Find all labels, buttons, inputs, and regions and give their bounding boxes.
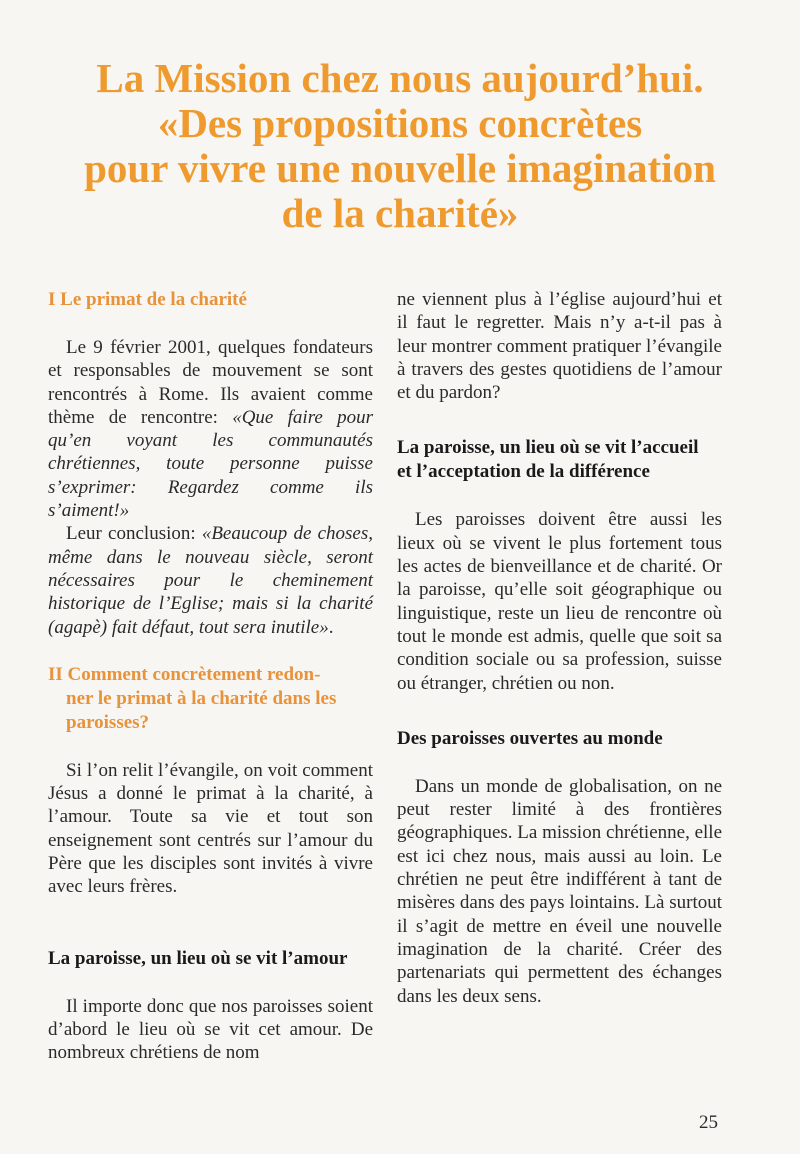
left-column [48,288,373,1065]
paragraph: Dans un monde de globalisation, on ne peut rester limité à des frontières géographiques. La mission chrétienne, elle est ici chez nous, mais aussi au loin. Le chrétien ne peut être indifférent à tant de misères dans des pays lointains. Là surtout il s’agit de mettre en éveil une nouvelle imagination de la charité. Créer des partenariats qui permettent des échanges dans les deux sens. [397,775,723,1007]
right-column [397,288,722,1008]
title-line: «Des propositions concrètes [157,100,643,146]
page-title [40,56,760,236]
paragraph: Les paroisses doivent être aussi les lieux où se vivent le plus fortement tous les actes de bienveillance et de charité. Or la paroisse, qu’elle soit géographique ou linguistique, reste un lieu de rencontre où tout le monde est admis, quelle que soit sa condition sociale ou sa profession, suisse ou étranger, chrétien ou non. [397,509,722,694]
title-line: de la charité» [281,190,519,236]
section-heading-comment: II Comment concrètement redon- ner le primat à la charité dans les paroisses? [48,663,337,733]
section-heading-primat: I Le primat de la charité [48,289,247,310]
section-heading-accueil: La paroisse, un lieu où se vit l’accueil et l’acceptation de la différence [397,437,699,483]
title-line: La Mission chez nous aujourd’hui. [96,55,704,101]
section-heading-amour: La paroisse, un lieu où se vit l’amour [48,947,348,969]
paragraph: Leur conclusion: «Beaucoup de choses, même dans le nouveau siècle, seront nécessaires pour le cheminement historique de l’Eglise; mais si la charité (agapè) fait défaut, tout sera inutile». [48,523,373,638]
paragraph: ne viennent plus à l’église aujourd’hui et il faut le regretter. Mais n’y a-t-il pas à leur montrer comment pratiquer l’évangile à travers des gestes quotidiens de l’amour et du pardon? [397,289,722,404]
paragraph: Le 9 février 2001, quelques fondateurs et responsables de mouvement se sont rencontrés à Rome. Ils avaient comme thème de rencontre: «Que faire pour qu’en voyant les communautés chrétiennes, toute personne puisse s’exprimer: Regardez comme ils s’aiment!» [48,337,373,522]
section-heading-monde: Des paroisses ouvertes au monde [397,727,663,749]
paragraph: Si l’on relit l’évangile, on voit comment Jésus a donné le primat à la charité, à l’amour. Toute sa vie et tout son enseignement sont centrés sur l’amour du Père que les disciples sont invités à vivre avec leurs frères. [48,759,373,898]
paragraph: Il importe donc que nos paroisses soient d’abord le lieu où se vit cet amour. De nombreux chrétiens de nom [48,995,373,1064]
page-number: 25 [699,1112,718,1133]
title-line: pour vivre une nouvelle imagination [84,145,716,191]
